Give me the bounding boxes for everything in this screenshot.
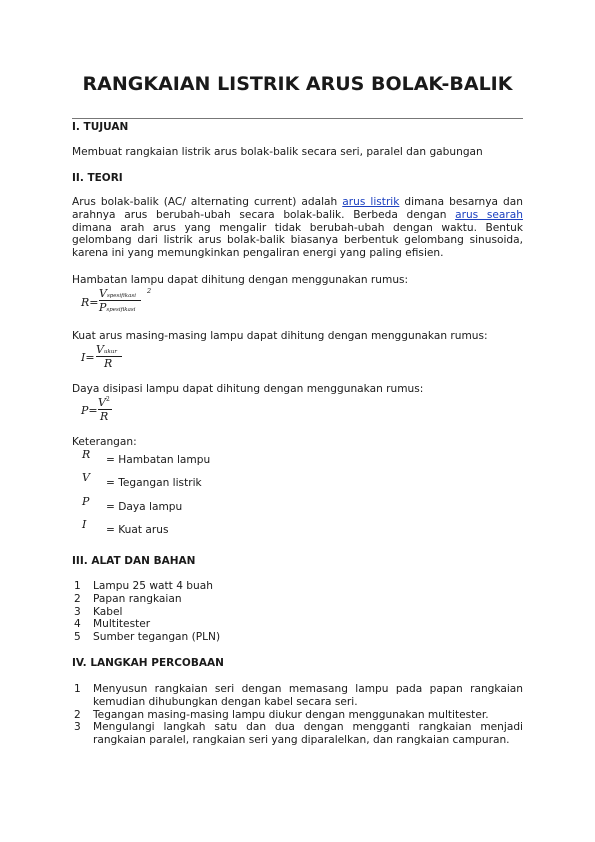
teori-text-1: Arus bolak-balik (AC/ alternating current) adalah [72, 196, 343, 208]
formula-hambatan [81, 287, 161, 321]
heading-teori: II. TEORI [72, 172, 123, 184]
list-item: 3 Mengulangi langkah satu dan dua dengan mengganti rangkaian menjadi rangkaian paralel, rangkaian seri yang diparalelkan, dan rangkaian campuran. [74, 721, 523, 747]
title-divider [72, 118, 523, 119]
formula-i-fraction [96, 343, 122, 370]
formula-r-lhs: R= [81, 296, 99, 309]
formula-r-numerator: Vspesifikasi [99, 287, 136, 300]
keterangan-desc-v: = Tegangan listrik [106, 477, 202, 489]
heading-tujuan: I. TUJUAN [72, 121, 129, 133]
link-arus-listrik[interactable]: arus listrik [342, 196, 400, 208]
teori-text-2: dimana besarnya dan arahnya arus berubah-ubah secara bolak-balik. Berbeda dengan [72, 196, 523, 221]
heading-alat-bahan: III. ALAT DAN BAHAN [72, 555, 196, 567]
link-arus-searah[interactable]: arus searah [455, 208, 523, 221]
formula-p-numerator: $V^2$ [98, 396, 110, 409]
formula-r-exponent: 2 [147, 287, 152, 295]
keterangan-symbol-v: V [82, 471, 90, 484]
formula-kuat-arus [81, 343, 141, 373]
formula-r-fraction [99, 287, 141, 314]
kuat-arus-intro: Kuat arus masing-masing lampu dapat dihitung dengan menggunakan rumus: [72, 330, 488, 342]
list-item: 4 Multitester [74, 618, 151, 631]
list-item: 2 Papan rangkaian [74, 592, 182, 605]
heading-langkah-percobaan: IV. LANGKAH PERCOBAAN [72, 657, 224, 669]
formula-r-denominator: Pspesifikasi [99, 301, 136, 314]
list-item: 3 Kabel [74, 605, 123, 618]
formula-i-denominator: R [104, 357, 113, 370]
keterangan-symbol-i: I [82, 518, 87, 531]
formula-i-lhs: I= [81, 351, 95, 364]
keterangan-label: Keterangan: [72, 436, 137, 448]
formula-i-numerator: Vukur [96, 343, 117, 356]
teori-text-3: dimana arah arus yang mengalir tidak berubah-ubah dengan waktu. Bentuk gelombang dari listrik arus bolak-balik biasanya berbentuk gelombang sinusoida, karena ini yang memungkinkan pengaliran energi yang paling efisien. [72, 221, 523, 260]
keterangan-list [72, 448, 523, 538]
keterangan-symbol-r: R [82, 448, 91, 461]
list-item: 5 Sumber tegangan (PLN) [74, 631, 221, 644]
tujuan-text: Membuat rangkaian listrik arus bolak-balik secara seri, paralel dan gabungan [72, 146, 483, 158]
formula-p-fraction [98, 396, 112, 423]
keterangan-desc-p: = Daya lampu [106, 501, 183, 513]
daya-intro: Daya disipasi lampu dapat dihitung dengan menggunakan rumus: [72, 383, 424, 395]
formula-daya [81, 396, 141, 426]
alat-bahan-list [72, 580, 523, 644]
keterangan-desc-r: = Hambatan lampu [106, 454, 211, 466]
keterangan-desc-i: = Kuat arus [106, 524, 169, 536]
page-title: RANGKAIAN LISTRIK ARUS BOLAK-BALIK [82, 73, 513, 95]
keterangan-symbol-p: P [82, 495, 90, 508]
teori-paragraph [72, 196, 523, 260]
langkah-list [72, 683, 523, 747]
list-item: 1 Menyusun rangkaian seri dengan memasang lampu pada papan rangkaian kemudian dihubungkan dengan kabel secara seri. [74, 683, 523, 708]
formula-p-lhs: P= [81, 404, 98, 417]
list-item: 1 Lampu 25 watt 4 buah [74, 580, 213, 592]
formula-p-denominator: R [100, 410, 109, 423]
list-item: 2 Tegangan masing-masing lampu diukur dengan menggunakan multitester. [74, 708, 489, 721]
hambatan-intro: Hambatan lampu dapat dihitung dengan menggunakan rumus: [72, 274, 409, 286]
